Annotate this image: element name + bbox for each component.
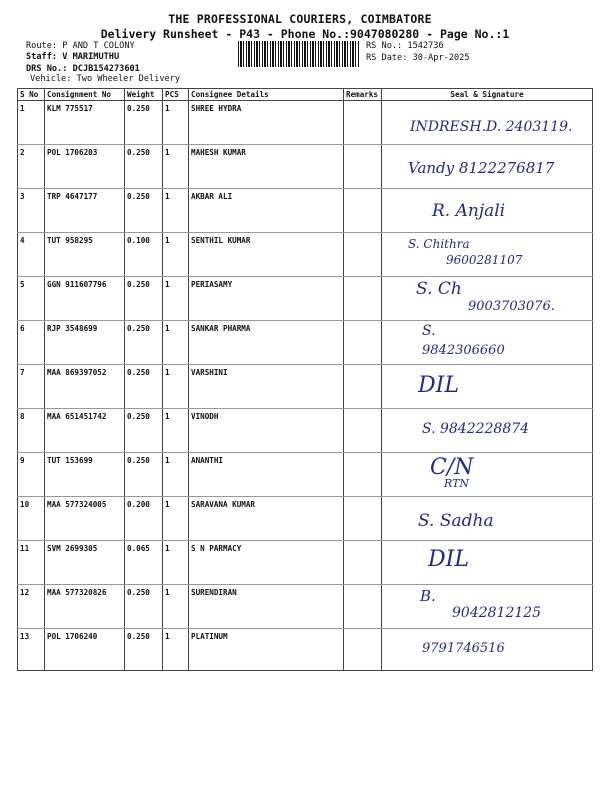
cell-consignee: S N PARMACY — [189, 541, 344, 585]
cell-consignment: TUT 153699 — [45, 453, 125, 497]
table-row — [18, 277, 593, 321]
cell-pcs: 1 — [163, 541, 189, 585]
cell-consignment: TUT 958295 — [45, 233, 125, 277]
cell-signature — [382, 277, 593, 321]
cell-signature — [382, 101, 593, 145]
cell-sno: 2 — [18, 145, 45, 189]
rs-no-label: RS No.: — [366, 41, 403, 51]
cell-consignment: MAA 577324005 — [45, 497, 125, 541]
cell-remarks — [344, 409, 382, 453]
table-row — [18, 497, 593, 541]
table-row — [18, 233, 593, 277]
cell-sno: 11 — [18, 541, 45, 585]
signature-text: S. Sadha — [418, 511, 494, 531]
table-row — [18, 365, 593, 409]
cell-weight: 0.250 — [125, 365, 163, 409]
cell-signature — [382, 585, 593, 629]
cell-sno: 1 — [18, 101, 45, 145]
cell-weight: 0.250 — [125, 453, 163, 497]
col-header-sno: S No — [18, 89, 45, 101]
cell-consignment: MAA 651451742 — [45, 409, 125, 453]
cell-pcs: 1 — [163, 101, 189, 145]
cell-weight: 0.200 — [125, 497, 163, 541]
cell-pcs: 1 — [163, 189, 189, 233]
cell-pcs: 1 — [163, 629, 189, 671]
drs-value: DCJB154273601 — [72, 64, 140, 74]
cell-consignee: SANKAR PHARMA — [189, 321, 344, 365]
company-title: THE PROFESSIONAL COURIERS, COIMBATORE — [168, 12, 432, 26]
cell-pcs: 1 — [163, 585, 189, 629]
cell-signature — [382, 233, 593, 277]
cell-signature — [382, 409, 593, 453]
cell-pcs: 1 — [163, 453, 189, 497]
cell-pcs: 1 — [163, 277, 189, 321]
signature-text: DIL — [428, 547, 469, 572]
signature-text: C/N — [430, 455, 474, 480]
cell-remarks — [344, 101, 382, 145]
cell-consignment: GGN 911607796 — [45, 277, 125, 321]
vehicle-value: Two Wheeler Delivery — [76, 74, 181, 84]
cell-remarks — [344, 453, 382, 497]
cell-weight: 0.250 — [125, 101, 163, 145]
signature-text: S. — [422, 323, 436, 339]
cell-weight: 0.250 — [125, 629, 163, 671]
table-row — [18, 453, 593, 497]
cell-remarks — [344, 497, 382, 541]
cell-sno: 8 — [18, 409, 45, 453]
cell-weight: 0.250 — [125, 321, 163, 365]
cell-consignee: AKBAR ALI — [189, 189, 344, 233]
vehicle-line — [30, 74, 180, 84]
cell-consignee: ANANTHI — [189, 453, 344, 497]
cell-pcs: 1 — [163, 497, 189, 541]
route-line — [26, 41, 135, 51]
cell-weight: 0.250 — [125, 277, 163, 321]
cell-sno: 6 — [18, 321, 45, 365]
cell-signature — [382, 629, 593, 671]
cell-consignment: TRP 4647177 — [45, 189, 125, 233]
table-row — [18, 101, 593, 145]
cell-remarks — [344, 541, 382, 585]
cell-remarks — [344, 365, 382, 409]
cell-remarks — [344, 233, 382, 277]
drs-label: DRS No.: — [26, 64, 68, 74]
cell-sno: 9 — [18, 453, 45, 497]
col-header-signature: Seal & Signature — [382, 89, 593, 101]
cell-weight: 0.065 — [125, 541, 163, 585]
col-header-weight: Weight — [125, 89, 163, 101]
cell-consignee: PERIASAMY — [189, 277, 344, 321]
cell-consignment: KLM 775517 — [45, 101, 125, 145]
cell-consignee: VINODH — [189, 409, 344, 453]
table-header-row — [18, 89, 593, 101]
cell-remarks — [344, 277, 382, 321]
signature-phone: 9842306660 — [422, 343, 505, 358]
cell-consignee: SURENDIRAN — [189, 585, 344, 629]
cell-pcs: 1 — [163, 233, 189, 277]
cell-remarks — [344, 145, 382, 189]
runsheet-table — [17, 88, 593, 671]
cell-consignment: MAA 577320826 — [45, 585, 125, 629]
cell-signature — [382, 145, 593, 189]
runsheet-title: Delivery Runsheet - P43 - Phone No.:9047080280 - Page No.:1 — [100, 27, 510, 41]
cell-consignee: VARSHINI — [189, 365, 344, 409]
cell-weight: 0.250 — [125, 145, 163, 189]
col-header-consignee: Consignee Details — [189, 89, 344, 101]
signature-text: DIL — [418, 373, 459, 398]
staff-value: V MARIMUTHU — [62, 52, 120, 62]
signature-text: B. — [420, 587, 436, 605]
signature-text: S. 9842228874 — [422, 421, 530, 437]
table-row — [18, 189, 593, 233]
signature-text: 9791746516 — [422, 641, 505, 656]
cell-weight: 0.100 — [125, 233, 163, 277]
cell-pcs: 1 — [163, 365, 189, 409]
cell-consignment: MAA 869397052 — [45, 365, 125, 409]
cell-sno: 5 — [18, 277, 45, 321]
rs-date-label: RS Date: — [366, 53, 408, 63]
route-value: P AND T COLONY — [62, 41, 135, 51]
cell-pcs: 1 — [163, 321, 189, 365]
cell-sno: 12 — [18, 585, 45, 629]
cell-consignment: RJP 3548699 — [45, 321, 125, 365]
vehicle-label: Vehicle: — [30, 74, 72, 84]
table-row — [18, 585, 593, 629]
cell-sno: 3 — [18, 189, 45, 233]
cell-consignee: SARAVANA KUMAR — [189, 497, 344, 541]
cell-consignment: POL 1706240 — [45, 629, 125, 671]
cell-remarks — [344, 321, 382, 365]
cell-consignment: POL 1706203 — [45, 145, 125, 189]
cell-signature — [382, 497, 593, 541]
cell-pcs: 1 — [163, 145, 189, 189]
table-row — [18, 629, 593, 671]
cell-sno: 10 — [18, 497, 45, 541]
col-header-remarks: Remarks — [344, 89, 382, 101]
cell-consignee: MAHESH KUMAR — [189, 145, 344, 189]
cell-signature — [382, 321, 593, 365]
cell-consignee: PLATINUM — [189, 629, 344, 671]
table-row — [18, 409, 593, 453]
cell-weight: 0.250 — [125, 585, 163, 629]
staff-label: Staff: — [26, 52, 58, 62]
cell-signature — [382, 365, 593, 409]
rs-date-value: 30-Apr-2025 — [412, 53, 470, 63]
cell-consignment: SVM 2699305 — [45, 541, 125, 585]
signature-text: S. Ch — [416, 279, 462, 299]
cell-remarks — [344, 585, 382, 629]
cell-consignee: SENTHIL KUMAR — [189, 233, 344, 277]
signature-text: INDRESH.D. 2403119. — [410, 119, 573, 135]
rs-date-line — [366, 53, 470, 63]
signature-phone: 9003703076. — [468, 299, 555, 314]
cell-sno: 4 — [18, 233, 45, 277]
signature-text: S. Chithra — [408, 237, 470, 251]
cell-sno: 13 — [18, 629, 45, 671]
drs-line — [26, 64, 140, 74]
cell-weight: 0.250 — [125, 409, 163, 453]
col-header-pcs: PCS — [163, 89, 189, 101]
cell-remarks — [344, 189, 382, 233]
cell-weight: 0.250 — [125, 189, 163, 233]
cell-signature — [382, 189, 593, 233]
signature-note: RTN — [444, 477, 470, 490]
signature-text: Vandy 8122276817 — [408, 159, 555, 177]
staff-line — [26, 52, 119, 62]
cell-sno: 7 — [18, 365, 45, 409]
cell-consignee: SHREE HYDRA — [189, 101, 344, 145]
cell-signature — [382, 541, 593, 585]
col-header-consignment: Consignment No — [45, 89, 125, 101]
table-row — [18, 145, 593, 189]
rs-no-value: 1542736 — [407, 41, 444, 51]
signature-phone: 9042812125 — [452, 605, 542, 621]
signature-text: R. Anjali — [432, 201, 506, 221]
rs-no-line — [366, 41, 444, 51]
signature-phone: 9600281107 — [446, 253, 523, 267]
barcode-image — [238, 41, 360, 67]
table-row — [18, 321, 593, 365]
table-row — [18, 541, 593, 585]
cell-pcs: 1 — [163, 409, 189, 453]
cell-remarks — [344, 629, 382, 671]
route-label: Route: — [26, 41, 58, 51]
cell-signature — [382, 453, 593, 497]
